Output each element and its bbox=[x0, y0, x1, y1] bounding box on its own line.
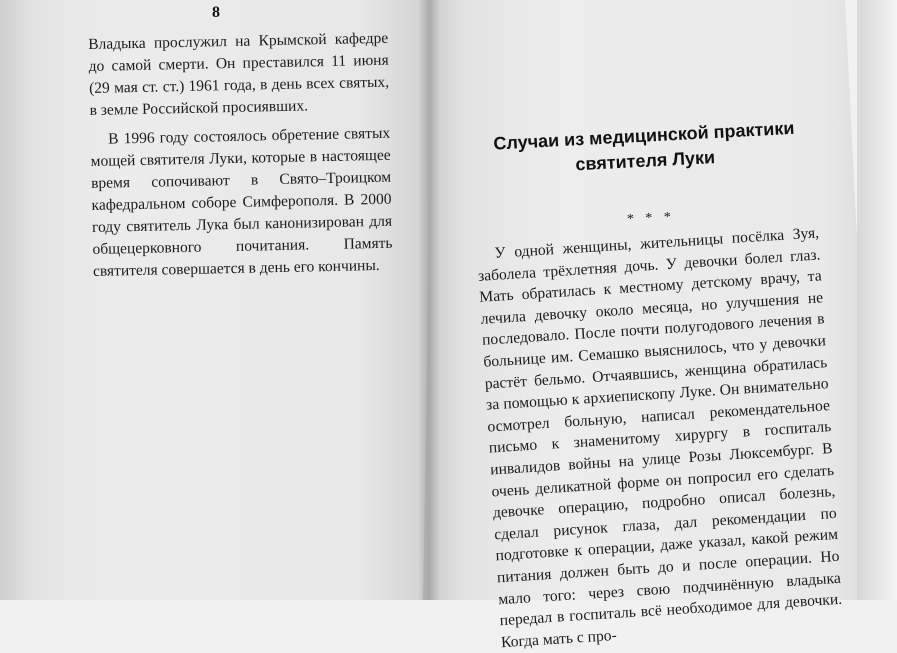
left-paragraph-2: В 1996 году состоялось обретение святых мощей святителя Луки, которые в настоящее время сопочивают в Свято–Троицком кафедральном соборе Симферополя. В 2000 году святитель Лука был канонизирован для общецерковного почитания. Память святителя совершается в день его кончины. bbox=[90, 124, 393, 280]
page-edge bbox=[857, 0, 897, 600]
right-page-text bbox=[476, 222, 844, 653]
gutter-shadow bbox=[418, 0, 440, 600]
right-paragraph: У одной женщины, жительницы посёлка Зуя, заболела трёхлетняя дочь. У девочки болел глаз. Мать обратилась к местному детскому врачу, та лечила девочку около месяца, но улучшения не последовало. После почти полугодового лечения в больнице им. Семашко выяснилось, что у девочки растёт бельмо. Отчаявшись, женщина обратилась за помощью к архиепископу Луке. Он внимательно осмотрел больную, написал рекомендательное письмо к знаменитому хирургу в госпиталь инвалидов войны на улице Розы Люксембург. В очень деликатной форме он попросил его сделать девочке операцию, подробно описал болезнь, сделал рисунок глаза, дал рекомендации по подготовке к операции, даже указал, какой режим питания должен быть до и после операции. Но мало того: через свою подчинённую владыка передал в госпиталь всё необходимое для девочки. Когда мать с про- bbox=[477, 224, 843, 651]
section-separator: * * * bbox=[626, 209, 676, 228]
show-through-text bbox=[70, 248, 379, 586]
chapter-heading: Случаи из медицинской практики святителя Луки bbox=[492, 117, 795, 175]
left-paragraph-1: Владыка прослужил на Крымской кафедре до самой смерти. Он преставился 11 июня (29 мая ст. ст.) 1961 года, в день всех святых, в земле Российской просиявших. bbox=[88, 29, 390, 119]
page-number: 8 bbox=[212, 4, 220, 21]
left-page bbox=[0, 0, 450, 600]
